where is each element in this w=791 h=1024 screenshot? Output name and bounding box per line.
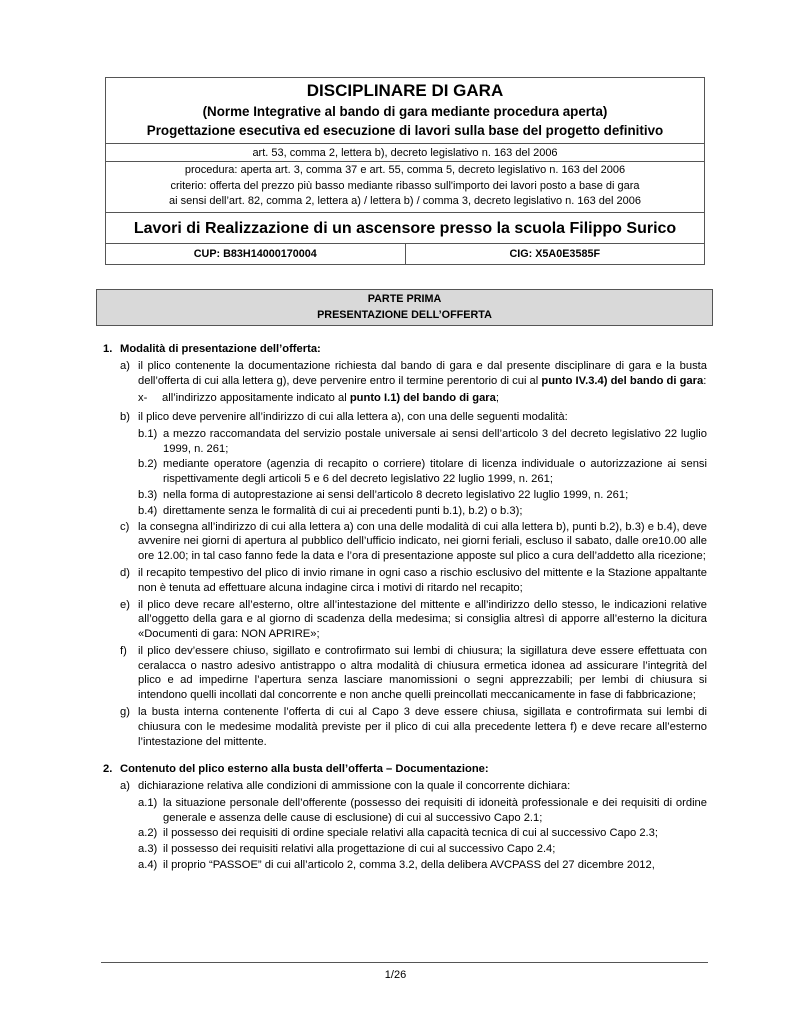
sub-item-label: b.4) xyxy=(138,504,158,517)
sub-item xyxy=(0,457,707,487)
list-item xyxy=(0,391,707,406)
page-number: 1/26 xyxy=(384,969,407,981)
sub-item-text: mediante operatore (agenzia di recapito o corriere) titolare di licenza individuale o autorizzazione ai sensi rispettivamente degli articoli 5 e 6 del decreto legislativo 22 luglio 1999, n. 261; xyxy=(163,458,707,486)
item-label: a) xyxy=(120,359,130,372)
procedure-block xyxy=(106,162,704,212)
item-text: il plico dev’essere chiuso, sigillato e controfirmato sui lembi di chiusura; la sigillatura deve essere effettuata con ceralacca o nastro adesivo antistrappo o altra modalità di chiusura ermetica idonea ad assicurare l’integrità del plico e ad impedirne l’apertura senza lasciare manomissioni o segni apprezzabili; per lembi di chiusura si intendono quelli incollati dal concorrente e non anche quelli preincollati meccanicamente in fase di fabbricazione; xyxy=(138,644,707,702)
list-item xyxy=(0,566,707,596)
item-label: e) xyxy=(120,598,130,611)
criterion-line: criterio: offerta del prezzo più basso mediante ribasso sull'importo dei lavori posto a base di gara xyxy=(170,179,640,192)
section-title: Modalità di presentazione dell’offerta: xyxy=(120,343,321,355)
sub-item-text: il possesso dei requisiti relativi alla progettazione di cui al successivo Capo 2.4; xyxy=(163,843,556,856)
item-label: x- xyxy=(138,392,148,405)
sub-item xyxy=(0,826,707,841)
works-title: Lavori di Realizzazione di un ascensore presso la scuola Filippo Surico xyxy=(106,213,704,244)
sub-item-text: nella forma di autoprestazione ai sensi dell’articolo 8 decreto legislativo 22 luglio 1999, n. 261; xyxy=(163,489,629,502)
list-item xyxy=(0,644,707,703)
sub-item-label: a.4) xyxy=(138,859,158,871)
item-text: il recapito tempestivo del plico di invio rimane in ogni caso a rischio esclusivo del mittente e la Stazione appaltante non è tenuta ad effettuare alcuna indagine circa i motivi di ritardo nel recapito; xyxy=(138,566,707,594)
sub-item-label: b.1) xyxy=(138,427,158,440)
sub-item xyxy=(0,842,707,857)
list-item xyxy=(0,359,707,389)
item-text: la consegna all’indirizzo di cui alla lettera a) con una delle modalità di cui alla lettera b), punti b.2), b.3) e b.4), deve avvenire nei giorni di apertura al pubblico dell’ufficio indicato, nei giorni feriali, escluso il sabato, dalle ore10.00 alle ore 12.00; in tal caso fanno fede la data e l’ora di presentazione apposte sul plico a cura dell’addetto alla ricezione; xyxy=(138,520,707,563)
codes-row xyxy=(106,244,704,264)
item-text: dichiarazione relativa alle condizioni di ammissione con la quale il concorrente dichiara: xyxy=(138,780,571,793)
document-subtitle-2: Progettazione esecutiva ed esecuzione di lavori sulla base del progetto definitivo xyxy=(146,123,664,139)
sub-item-text: il proprio “PASSOE” di cui all’articolo 2, comma 3.2, della delibera AVCPASS del 27 dicembre 2012, xyxy=(163,859,655,871)
cig-code: CIG: X5A0E3585F xyxy=(509,247,601,260)
section-number: 1. xyxy=(103,343,113,355)
item-label: a) xyxy=(120,780,130,793)
document-body xyxy=(0,342,791,874)
item-label: g) xyxy=(120,705,130,718)
sub-item xyxy=(0,796,707,826)
document-title: DISCIPLINARE DI GARA xyxy=(306,81,504,100)
list-item xyxy=(0,520,707,564)
item-label: f) xyxy=(120,644,127,657)
procedure-line: procedura: aperta art. 3, comma 37 e art. 55, comma 5, decreto legislativo n. 163 del 2006 xyxy=(184,164,626,177)
item-text-end: ; xyxy=(495,392,499,405)
sub-item-text: a mezzo raccomandata del servizio postale universale ai sensi dell’articolo 3 del decreto legislativo 22 luglio 1999, n. 261; xyxy=(163,427,707,455)
sub-item-label: a.2) xyxy=(138,827,158,840)
sub-item-label: a.3) xyxy=(138,843,158,856)
sub-item xyxy=(0,488,707,503)
item-label: d) xyxy=(120,566,130,579)
sub-item xyxy=(0,504,707,519)
section-heading xyxy=(0,342,707,357)
header-title-block xyxy=(106,78,704,144)
list-item xyxy=(0,598,707,642)
sub-item-text: la situazione personale dell’offerente (possesso dei requisiti di idoneità professionale e dei requisiti di ordine generale e assenza delle cause di esclusione) di cui al successivo Capo 2.1; xyxy=(163,796,707,824)
list-item xyxy=(0,779,707,794)
list-item xyxy=(0,705,707,749)
section-number: 2. xyxy=(103,763,113,776)
section-heading xyxy=(0,762,707,777)
item-text: il plico deve pervenire all’indirizzo di cui alla lettera a), con una delle seguenti modalità: xyxy=(138,411,568,424)
item-text-bold: punto IV.3.4) del bando di gara xyxy=(541,374,704,387)
item-text: la busta interna contenente l’offerta di cui al Capo 3 deve essere chiusa, sigillata e controfirmata sui lembi di chiusura con le medesime modalità previste per il plico di cui alla precedente lettera f) e deve recare all’esterno l’intestazione del mittente. xyxy=(138,705,707,748)
legal-basis-line: ai sensi dell’art. 82, comma 2, lettera a) / lettera b) / comma 3, decreto legislativo n. 163 del 2006 xyxy=(168,195,642,208)
item-text: il plico contenente la documentazione richiesta dal bando di gara e dal presente disciplinare di gara e la busta dell’offerta di cui alla lettera g), deve pervenire entro il termine perentorio di cui al xyxy=(138,359,707,387)
sub-item-label: b.3) xyxy=(138,489,158,502)
part-heading xyxy=(96,289,713,326)
sub-item-label: a.1) xyxy=(138,796,158,809)
sub-item xyxy=(0,858,707,873)
article-reference: art. 53, comma 2, lettera b), decreto legislativo n. 163 del 2006 xyxy=(106,144,704,163)
document-subtitle: (Norme Integrative al bando di gara mediante procedura aperta) xyxy=(202,104,608,120)
section-title: Contenuto del plico esterno alla busta dell’offerta – Documentazione: xyxy=(120,763,489,776)
part-number: PARTE PRIMA xyxy=(367,293,442,305)
sub-item-text: il possesso dei requisiti di ordine speciale relativi alla capacità tecnica di cui al successivo Capo 2.3; xyxy=(163,827,658,840)
item-text-end: : xyxy=(703,374,707,387)
sub-item-text: direttamente senza le formalità di cui ai precedenti punti b.1), b.2) o b.3); xyxy=(163,504,523,517)
document-header xyxy=(105,77,705,265)
item-text-bold: punto I.1) del bando di gara xyxy=(349,392,496,405)
item-text: il plico deve recare all’esterno, oltre all’intestazione del mittente e all’indirizzo dello stesso, le indicazioni relative all’oggetto della gara e al giorno di scadenza della medesima; si consiglia altresì di apporre all’esterno la dicitura «Documenti di gara: NON APRIRE»; xyxy=(138,598,707,641)
list-item xyxy=(0,410,707,425)
sub-item-label: b.2) xyxy=(138,458,158,471)
item-text: all’indirizzo appositamente indicato al xyxy=(162,392,350,405)
item-label: c) xyxy=(120,520,130,533)
sub-item xyxy=(0,427,707,457)
item-label: b) xyxy=(120,411,130,424)
part-title: PRESENTAZIONE DELL’OFFERTA xyxy=(317,308,492,321)
cup-code: CUP: B83H14000170004 xyxy=(106,244,406,264)
footer-divider xyxy=(101,962,708,963)
